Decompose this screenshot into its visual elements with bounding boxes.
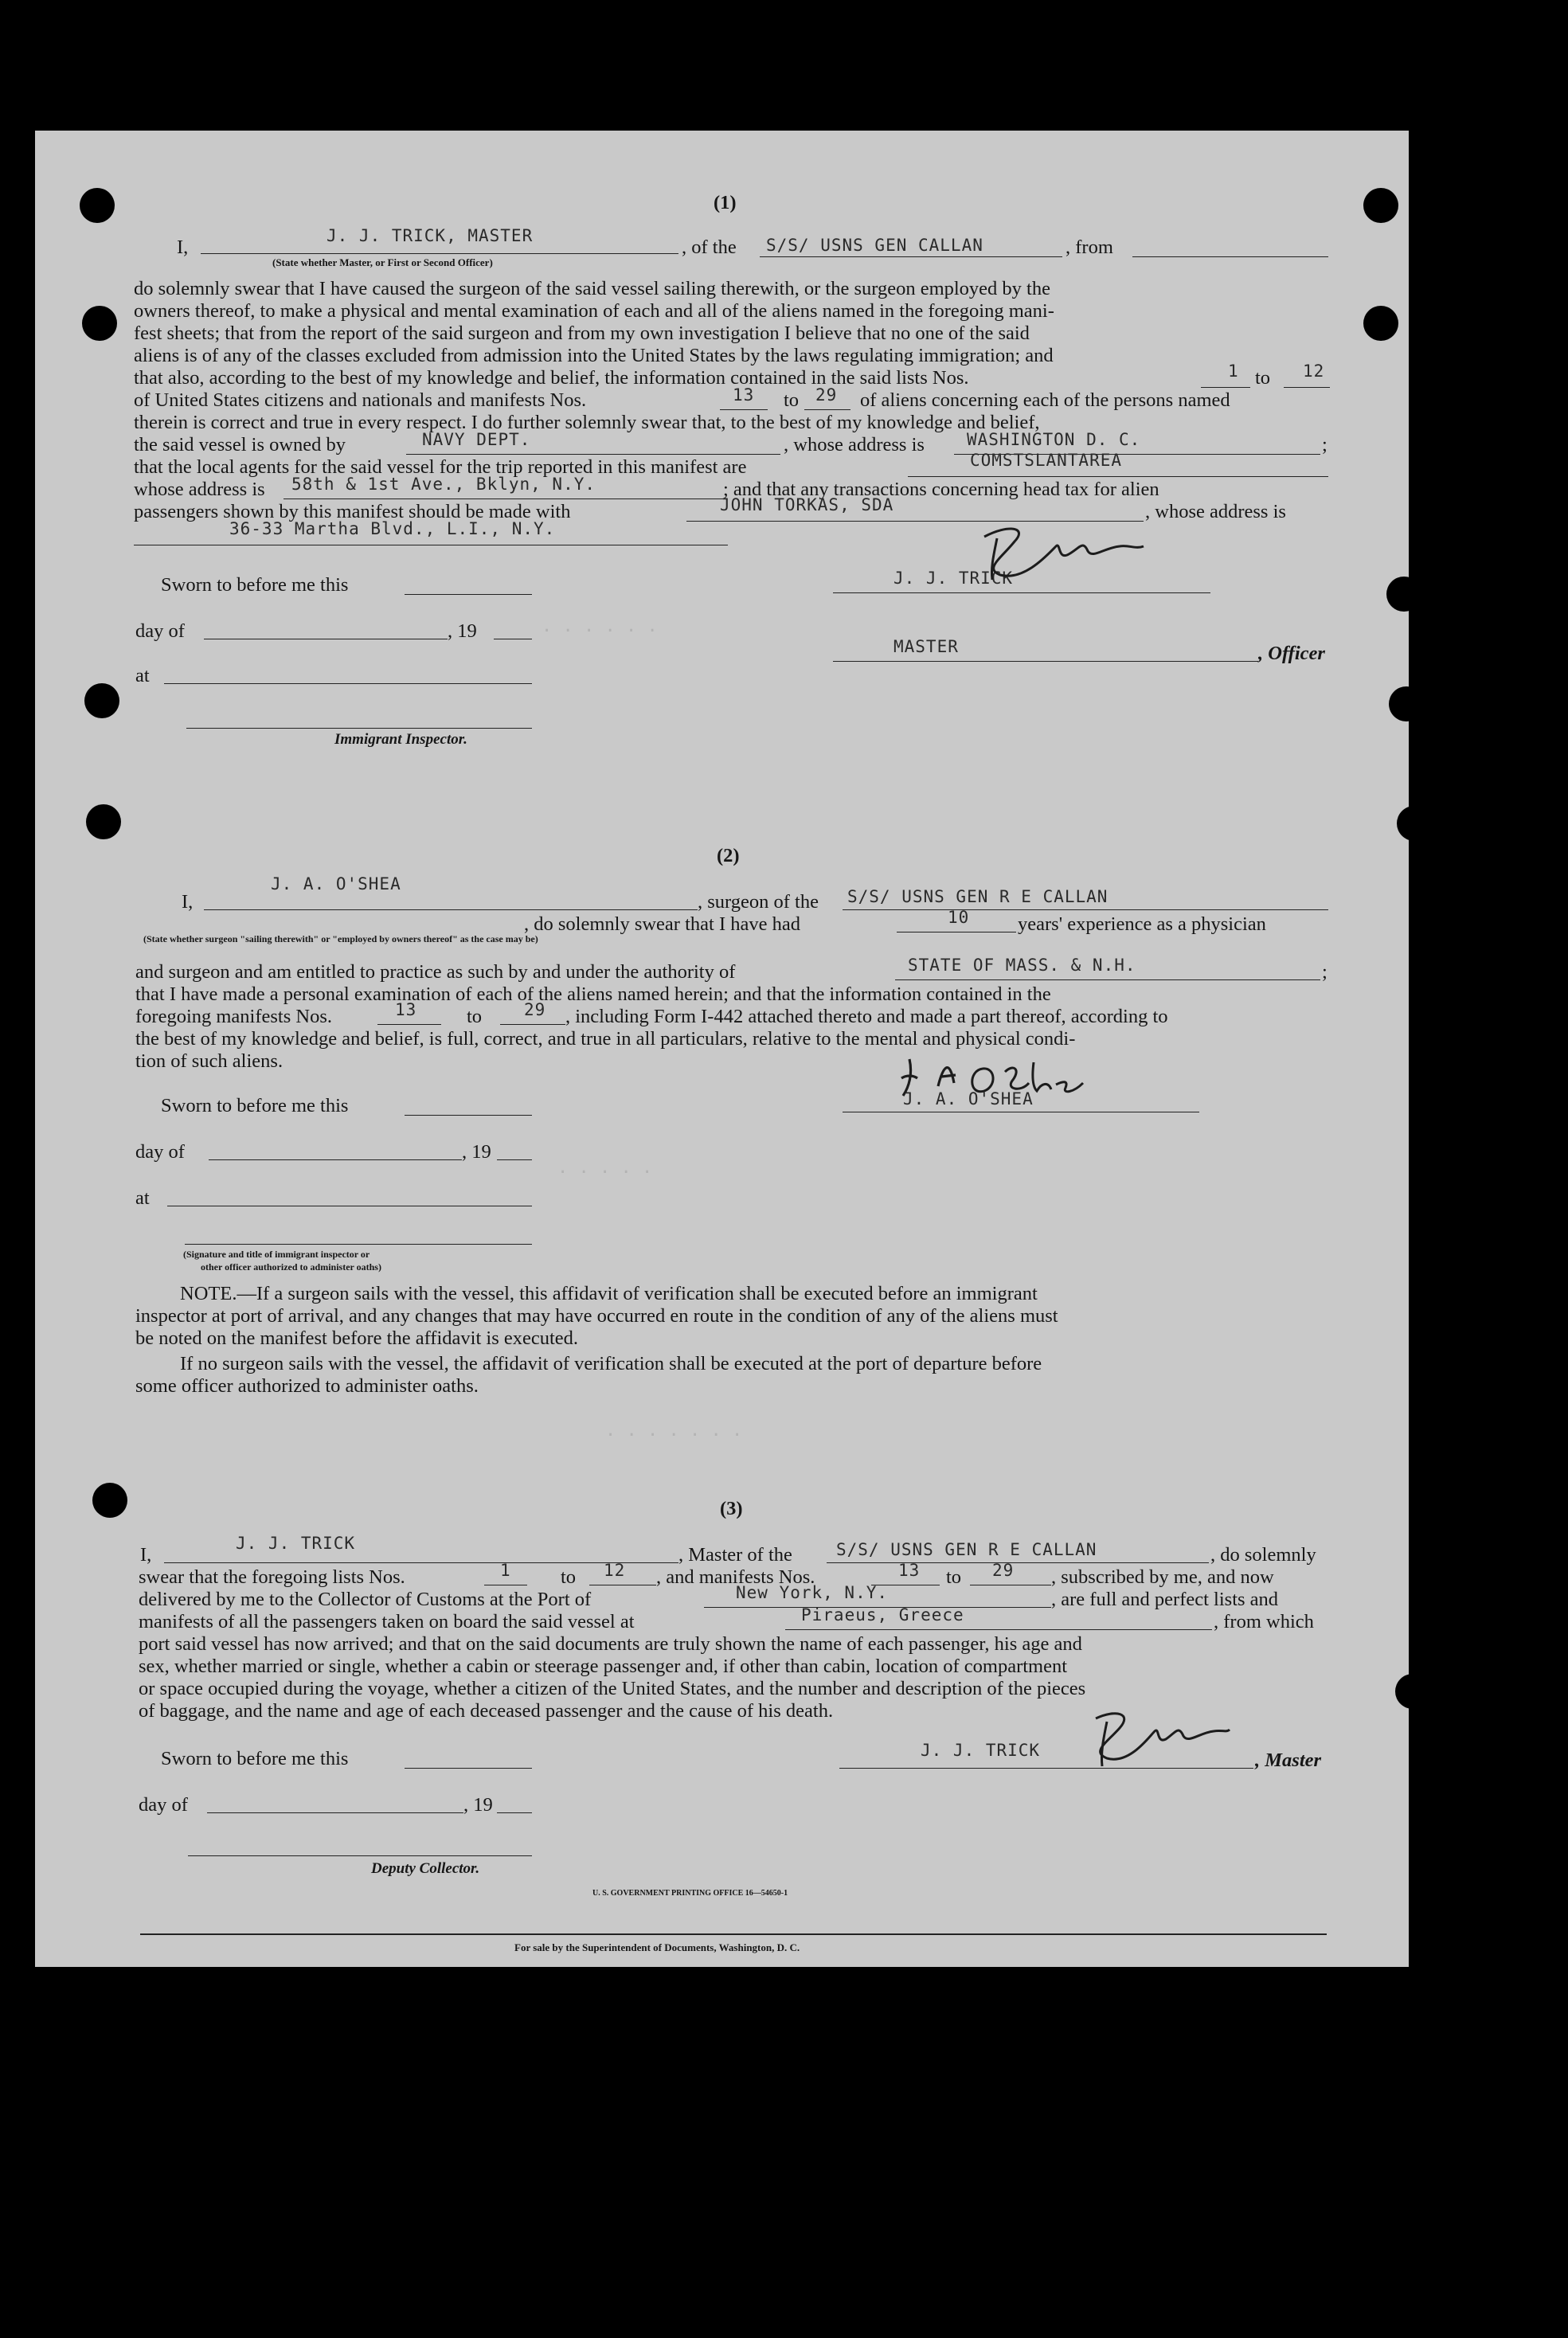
from-line <box>1132 256 1328 257</box>
oath-text: delivered by me to the Collector of Customs at the Port of <box>139 1589 592 1610</box>
day-of-line <box>207 1812 463 1813</box>
sworn-line <box>405 594 532 595</box>
manifest-to-line <box>804 409 850 410</box>
year-label: , 19 <box>463 1794 493 1816</box>
head-tax-person-line <box>686 521 1144 522</box>
inspector-signature-line <box>185 1244 532 1245</box>
surgeon-of-label: , surgeon of the <box>698 891 819 913</box>
title-line <box>833 661 1258 662</box>
binder-hole-right-7 <box>1384 1988 1419 2023</box>
binder-hole-right-4 <box>1389 686 1424 721</box>
binder-hole-left-2 <box>82 306 117 341</box>
vessel-owner: NAVY DEPT. <box>422 430 531 449</box>
agents-address: 58th & 1st Ave., Bklyn, N.Y. <box>291 475 596 494</box>
oath-i: I, <box>177 237 189 258</box>
list-to-number: 12 <box>604 1561 626 1580</box>
agents-address-label: whose address is <box>134 479 265 500</box>
section-number-2: (2) <box>717 845 740 866</box>
address-label: , whose address is <box>1145 501 1286 522</box>
master-label: , Master <box>1255 1750 1322 1771</box>
vessel-line-1 <box>760 256 1062 257</box>
oath-text: foregoing manifests Nos. <box>135 1006 332 1027</box>
printing-office-imprint: U. S. GOVERNMENT PRINTING OFFICE 16—54650-1 <box>592 1889 788 1898</box>
oath-text: owners thereof, to make a physical and mental examination of each and all of the aliens named in the foregoing mani- <box>134 300 1054 322</box>
day-of-line <box>209 1159 462 1160</box>
manifest-to-number: 29 <box>992 1561 1015 1580</box>
oath-text: the best of my knowledge and belief, is full, correct, and true in all particulars, relative to the mental and physical condi- <box>135 1028 1076 1050</box>
binder-hole-left-3 <box>84 683 119 718</box>
officer-name: J. J. TRICK, MASTER <box>327 226 534 245</box>
port-of-arrival: New York, N.Y. <box>736 1583 889 1602</box>
oath-text: sex, whether married or single, whether a cabin or steerage passenger and, if other than cabin, location of compartment <box>139 1656 1068 1677</box>
sworn-line <box>405 1768 532 1769</box>
owner-line <box>406 454 780 455</box>
officer-hint: (State whether Master, or First or Second Officer) <box>272 256 493 268</box>
to-label: to <box>1255 367 1271 389</box>
list-from-number: 1 <box>1228 362 1239 381</box>
oath-text: , are full and perfect lists and <box>1051 1589 1279 1610</box>
binder-hole-right-5 <box>1397 806 1432 841</box>
agents-address-line <box>283 498 723 499</box>
to-label: to <box>561 1566 577 1588</box>
agents-label: that the local agents for the said vessel for the trip reported in this manifest are <box>134 456 747 478</box>
head-tax-label: passengers shown by this manifest should be made with <box>134 501 571 522</box>
vessel-name-3: S/S/ USNS GEN R E CALLAN <box>836 1540 1097 1559</box>
note-text: If no surgeon sails with the vessel, the affidavit of verification shall be executed at the port of departure before <box>180 1353 1042 1374</box>
deputy-collector-label: Deputy Collector. <box>371 1860 480 1877</box>
vessel-line-3 <box>827 1562 1209 1563</box>
oath-text: tion of such aliens. <box>135 1050 283 1072</box>
oath-text: fest sheets; that from the report of the said surgeon and from my own investigation I believe that no one of the said <box>134 323 1030 344</box>
oath-text: port said vessel has now arrived; and that on the said documents are truly shown the name of each passenger, his age and <box>139 1633 1082 1655</box>
oath-text: do solemnly swear that I have caused the surgeon of the said vessel sailing therewith, or the surgeon employed by the <box>134 278 1050 299</box>
binder-hole-right-6 <box>1395 1674 1430 1709</box>
year-label: , 19 <box>448 620 477 642</box>
semicolon: ; <box>1322 961 1328 983</box>
vessel-line-2 <box>843 909 1328 910</box>
manifest-from-number: 13 <box>395 1000 417 1019</box>
owner-address: WASHINGTON D. C. <box>967 430 1141 449</box>
to-label: to <box>784 389 800 411</box>
oath-text: of United States citizens and nationals and manifests Nos. <box>134 389 587 411</box>
master-title: MASTER <box>893 637 959 656</box>
manifest-from-line <box>720 409 768 410</box>
oath-text: of aliens concerning each of the persons named <box>860 389 1230 411</box>
surgeon-hint: (State whether surgeon "sailing therewith" or "employed by owners thereof" as the case may be) <box>143 933 538 944</box>
signature-hint: other officer authorized to administer oaths) <box>201 1261 381 1273</box>
binder-hole-left-6 <box>96 1983 131 2018</box>
bleed-through-mark: · · · · · <box>557 1163 653 1183</box>
sworn-label: Sworn to before me this <box>161 574 349 596</box>
signature-hint: (Signature and title of immigrant inspector or <box>183 1249 370 1260</box>
bleed-through-mark: · · · · · · <box>542 621 658 641</box>
year-line <box>497 1812 532 1813</box>
day-of-label: day of <box>135 620 185 642</box>
section-number-3: (3) <box>720 1498 743 1519</box>
officer-label: , Officer <box>1258 643 1325 664</box>
oath-text: , including Form I-442 attached thereto and made a part thereof, according to <box>565 1006 1168 1027</box>
note-text: NOTE.—If a surgeon sails with the vessel, this affidavit of verification shall be executed before an immigrant <box>180 1283 1038 1304</box>
officer-line <box>201 253 678 254</box>
sale-notice: For sale by the Superintendent of Documents, Washington, D. C. <box>514 1941 800 1953</box>
manifest-from-number: 13 <box>898 1561 921 1580</box>
semicolon: ; <box>1322 434 1328 455</box>
note-text: some officer authorized to administer oaths. <box>135 1375 479 1397</box>
to-label: to <box>467 1006 483 1027</box>
master-signature-name: J. J. TRICK <box>921 1741 1041 1760</box>
from-label: , from <box>1066 237 1113 258</box>
vessel-name-1: S/S/ USNS GEN CALLAN <box>766 236 983 255</box>
oath-text: aliens is of any of the classes excluded from admission into the United States by the laws regulating immigration; and <box>134 345 1054 366</box>
list-from-line <box>1201 387 1250 388</box>
oath-i: I, <box>140 1544 152 1566</box>
binder-hole-right-2 <box>1363 306 1398 341</box>
manifest-to-number: 29 <box>524 1000 546 1019</box>
surgeon-name: J. A. O'SHEA <box>271 874 401 893</box>
at-label: at <box>135 665 150 686</box>
port-of-departure: Piraeus, Greece <box>801 1605 964 1624</box>
sworn-label: Sworn to before me this <box>161 1095 349 1116</box>
note-text: be noted on the manifest before the affidavit is executed. <box>135 1327 579 1349</box>
bleed-through-mark: · · · · · · · <box>605 1425 743 1445</box>
head-tax-address: 36-33 Martha Blvd., L.I., N.Y. <box>229 519 556 538</box>
collector-signature-line <box>188 1855 532 1856</box>
oath-text: , do solemnly <box>1210 1544 1316 1566</box>
surgeon-name-line <box>204 909 698 910</box>
binder-hole-left-1 <box>80 188 115 223</box>
list-to-line <box>1284 387 1330 388</box>
at-label: at <box>135 1187 150 1209</box>
to-label: to <box>946 1566 962 1588</box>
sworn-line <box>405 1115 532 1116</box>
oath-text: years' experience as a physician <box>1018 913 1266 935</box>
license-authority: STATE OF MASS. & N.H. <box>908 956 1136 975</box>
at-line <box>164 683 532 684</box>
year-line <box>497 1159 532 1160</box>
oath-text: , from which <box>1214 1611 1314 1632</box>
oath-text: of baggage, and the name and age of each deceased passenger and the cause of his death. <box>139 1700 834 1722</box>
surgeon-signature-name: J. A. O'SHEA <box>903 1089 1034 1108</box>
sworn-label: Sworn to before me this <box>161 1748 349 1769</box>
list-to-number: 12 <box>1303 362 1325 381</box>
oath-text: that I have made a personal examination of each of the aliens named herein; and that the information contained in the <box>135 983 1051 1005</box>
oath-text: therein is correct and true in every respect. I do further solemnly swear that, to the best of my knowledge and belief, <box>134 412 1040 433</box>
binder-hole-right-3 <box>1386 577 1421 612</box>
year-label: , 19 <box>462 1141 491 1163</box>
oath-text: , subscribed by me, and now <box>1051 1566 1274 1588</box>
note-text: inspector at port of arrival, and any changes that may have occurred en route in the condition of any of the aliens must <box>135 1305 1058 1327</box>
master-name-line <box>164 1562 678 1563</box>
binder-hole-left-5 <box>92 1483 127 1518</box>
day-of-label: day of <box>135 1141 185 1163</box>
vessel-name-2: S/S/ USNS GEN R E CALLAN <box>847 887 1109 906</box>
binder-hole-right-8 <box>1380 2101 1415 2136</box>
owned-by-label: the said vessel is owned by <box>134 434 346 455</box>
day-of-label: day of <box>139 1794 188 1816</box>
of-the-label: , of the <box>682 237 737 258</box>
manifest-to-number: 29 <box>815 385 838 405</box>
master-signature-line <box>833 592 1210 593</box>
address-label: , whose address is <box>784 434 925 455</box>
section-number-1: (1) <box>714 192 737 213</box>
oath-text: manifests of all the passengers taken on board the said vessel at <box>139 1611 635 1632</box>
oath-i: I, <box>182 891 194 913</box>
list-from-number: 1 <box>500 1561 511 1580</box>
manifest-from-number: 13 <box>733 385 755 405</box>
master-name: J. J. TRICK <box>236 1534 356 1553</box>
master-of-label: , Master of the <box>678 1544 792 1566</box>
binder-hole-left-4 <box>86 804 121 839</box>
oath-text: swear that the foregoing lists Nos. <box>139 1566 405 1588</box>
oath-text: or space occupied during the voyage, whether a citizen of the United States, and the number and description of the pieces <box>139 1678 1086 1699</box>
master-signature-name: J. J. TRICK <box>893 569 1014 588</box>
oath-text: , do solemnly swear that I have had <box>524 913 800 935</box>
departure-line <box>785 1629 1212 1630</box>
handwritten-signature <box>886 1051 1109 1107</box>
authority-line <box>895 979 1320 980</box>
immigrant-inspector-label: Immigrant Inspector. <box>334 731 467 748</box>
oath-text: ; and that any transactions concerning head tax for alien <box>723 479 1159 500</box>
local-agents: COMSTSLANTAREA <box>970 451 1123 470</box>
footer-rule <box>140 1933 1327 1935</box>
oath-text: and surgeon and am entitled to practice as such by and under the authority of <box>135 961 736 983</box>
agents-line <box>908 476 1328 477</box>
oath-text: that also, according to the best of my knowledge and belief, the information contained in the said lists Nos. <box>134 367 969 389</box>
manifest-from-line <box>377 1024 441 1025</box>
handwritten-signature <box>952 522 1152 586</box>
head-tax-person: JOHN TORKAS, SDA <box>720 495 894 514</box>
manifest-to-line <box>500 1024 565 1025</box>
oath-text: , and manifests Nos. <box>656 1566 815 1588</box>
binder-hole-left-7 <box>98 2101 133 2136</box>
handwritten-signature <box>1072 1707 1231 1771</box>
years-experience: 10 <box>948 908 970 927</box>
binder-hole-right-1 <box>1363 188 1398 223</box>
